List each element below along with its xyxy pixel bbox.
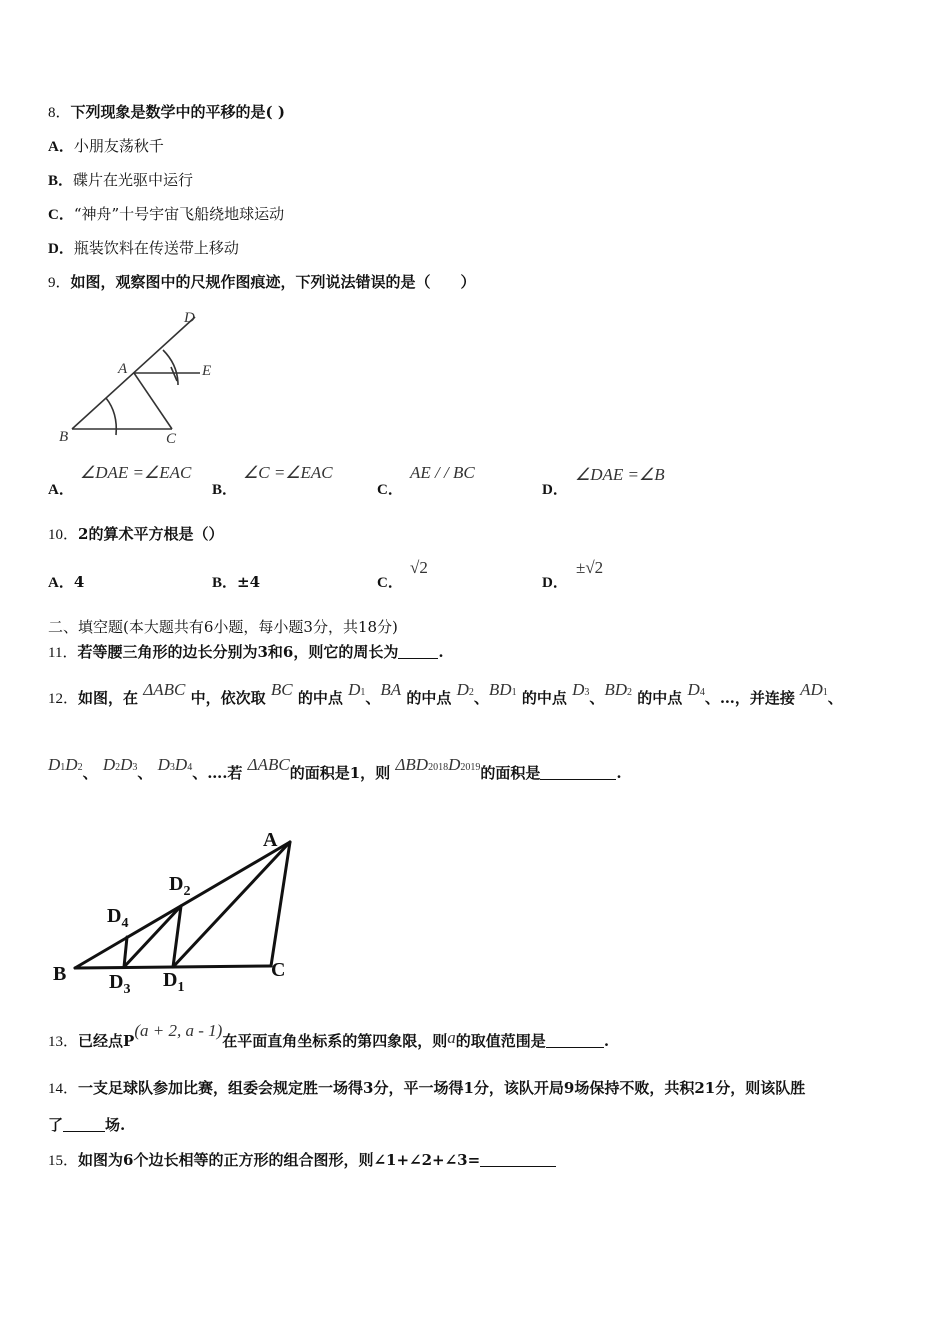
label-d: D (184, 310, 195, 326)
q10-option-b[interactable]: B．±4 (212, 573, 261, 591)
math-d2: D2 (456, 680, 474, 699)
question-number: 14． (48, 1081, 79, 1097)
q9-option-c[interactable]: C． (377, 482, 403, 498)
q9-figure (50, 305, 230, 445)
q9-option-c-math: AE / / BC (410, 463, 475, 482)
segment-ac (134, 373, 172, 429)
question-number: 10． (48, 527, 79, 543)
q8-option-c[interactable]: C．“神舟”十号宇宙飞船绕地球运动 (48, 205, 285, 223)
q9-option-a[interactable]: A． (48, 482, 74, 498)
label-d1: $D_1$ (163, 969, 185, 995)
math-d3d4: D3D4 (157, 755, 193, 774)
q8-option-d[interactable]: D．瓶装饮料在传送带上移动 (48, 239, 239, 257)
answer-blank[interactable] (398, 644, 438, 659)
question-text: 如图，观察图中的尺规作图痕迹，下列说法错误的是（ ） (70, 273, 476, 291)
question-text: 下列现象是数学中的平移的是( ) (70, 103, 285, 121)
q12-figure (45, 820, 305, 1005)
q14-line2: 了 场. (48, 1116, 126, 1134)
math-d4: D4 (687, 680, 705, 699)
label-c: C (271, 959, 286, 981)
math-ba: BA (380, 680, 402, 699)
q11: 11．若等腰三角形的边长分别为3和6，则它的周长为 . (48, 643, 444, 661)
q8-option-a[interactable]: A．小朋友荡秋千 (48, 137, 164, 155)
math-d2d3: D2D3 (102, 755, 138, 774)
q13: 13．已经点P(a + 2, a - 1)在平面直角坐标系的第四象限，则a的取值范围是 . (48, 1021, 610, 1050)
q9-option-b[interactable]: B． (212, 482, 238, 498)
q14-line1 (48, 1078, 805, 1099)
answer-blank[interactable] (546, 1033, 604, 1048)
label-b: B (53, 963, 67, 985)
section-title: 二、填空题(本大题共有6小题，每小题3分，共18分) (48, 618, 398, 636)
question-number: 11． (48, 645, 78, 661)
q10-option-a[interactable]: A．4 (48, 573, 85, 591)
q9-option-a-math: ∠DAE =∠EAC (80, 463, 192, 482)
q9-option-d-math: ∠DAE =∠B (575, 465, 665, 484)
math-a: a (447, 1028, 456, 1047)
math-d1d2: D1D2 (48, 755, 83, 774)
math-bc: BC (270, 680, 293, 699)
math-triangle-abc: ΔABC (143, 680, 186, 699)
question-number: 13． (48, 1034, 79, 1050)
math-coordinate: (a + 2, a - 1) (134, 1021, 223, 1040)
question-text: 一支足球队参加比赛，组委会规定胜一场得3分，平一场得1分，该队开局9场保持不败，共积21分，则该队胜 (78, 1079, 806, 1097)
q9-stem (48, 272, 476, 293)
q10-option-c[interactable]: C． (377, 575, 403, 591)
q8-option-b[interactable]: B．碟片在光驱中运行 (48, 171, 194, 189)
label-d2: $D_2$ (169, 873, 191, 899)
math-ad1: AD1 (800, 680, 828, 699)
answer-blank[interactable] (540, 765, 616, 780)
q10-option-c-math: √2 (410, 558, 428, 577)
question-text: 2的算术平方根是（） (78, 525, 224, 543)
question-number: 15． (48, 1153, 79, 1169)
label-d3: $D_3$ (109, 971, 131, 997)
answer-blank[interactable] (63, 1117, 105, 1132)
label-b: B (59, 429, 69, 445)
question-text: 如图为6个边长相等的正方形的组合图形，则∠1+∠2+∠3= (78, 1151, 481, 1169)
math-d3: D3 (572, 680, 590, 699)
q9-option-d[interactable]: D． (542, 482, 568, 498)
q12-line1: 12．如图，在 ΔABC 中，依次取 BC 的中点 D1、BA 的中点 D2、BD1 的中点 D3、BD2 的中点 D4、…，并连接 AD1、 (48, 680, 843, 707)
q10-option-d-math: ±√2 (576, 558, 604, 577)
q10-option-d[interactable]: D． (542, 575, 568, 591)
q9-option-b-math: ∠C =∠EAC (243, 463, 333, 482)
answer-blank[interactable] (480, 1152, 556, 1167)
math-bd2: BD2 (604, 680, 633, 699)
label-c: C (166, 431, 177, 445)
math-triangle-abc-2: ΔABC (247, 755, 290, 774)
segment-d2d3 (124, 906, 181, 967)
question-number: 12． (48, 691, 79, 707)
math-d1: D1 (348, 680, 366, 699)
label-a: A (118, 361, 128, 377)
question-number: 8． (48, 105, 71, 121)
q10-stem (48, 524, 223, 545)
q12-line2: D1D2、 D2D3、 D3D4、….若 ΔABC的面积是1，则 ΔBD2018D2019的面积是 . (48, 755, 622, 782)
question-number: 9． (48, 275, 71, 291)
question-text: 若等腰三角形的边长分别为3和6，则它的周长为 (77, 643, 399, 661)
math-bd1: BD1 (488, 680, 517, 699)
label-a: A (263, 829, 278, 851)
q15 (48, 1150, 556, 1171)
q8-stem (48, 102, 285, 123)
label-d4: $D_4$ (107, 905, 129, 931)
math-triangle-bd2018d2019: ΔBD2018D2019 (395, 755, 481, 774)
label-e: E (202, 363, 212, 379)
